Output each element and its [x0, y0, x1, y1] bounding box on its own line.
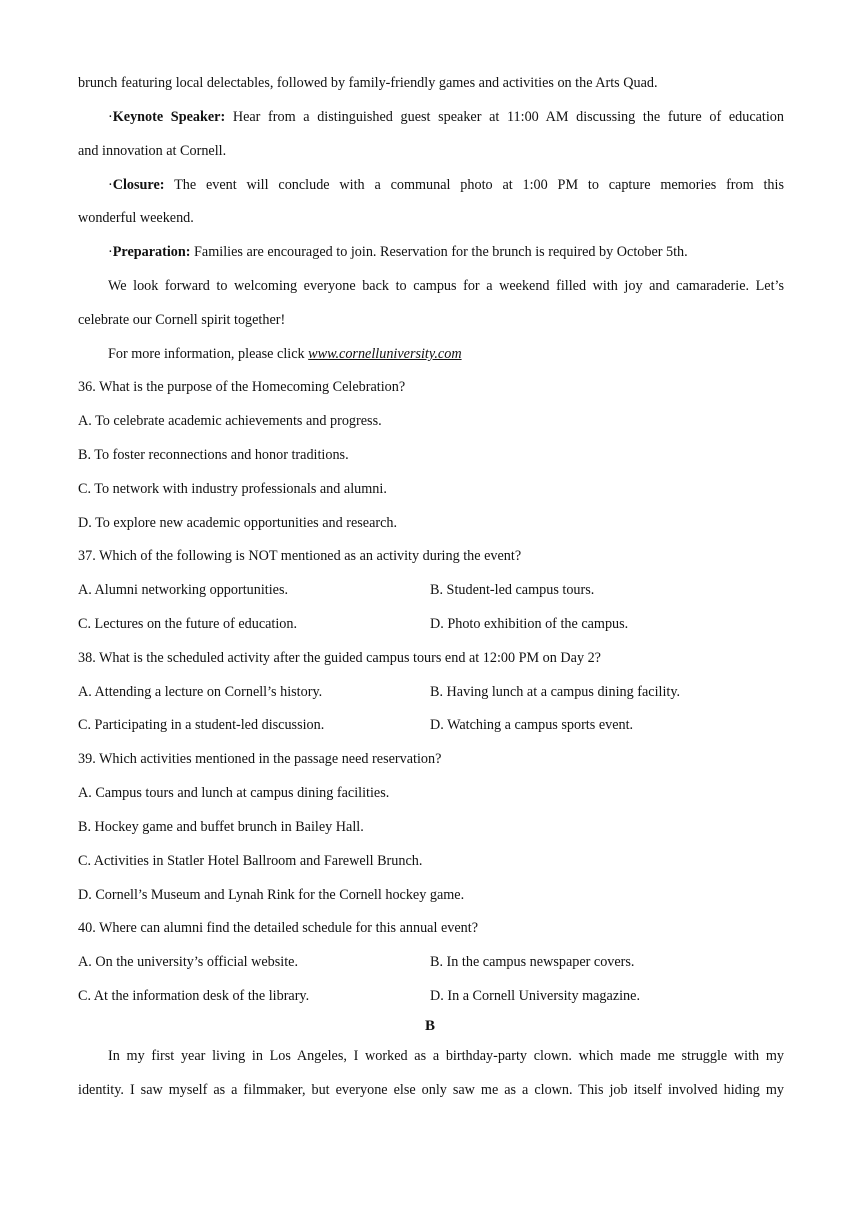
question-38-option-a: A. Attending a lecture on Cornell’s history.	[78, 684, 323, 700]
keynote-bullet: ·	[108, 109, 113, 125]
keynote-label: Keynote Speaker:	[112, 109, 226, 125]
closure-item	[108, 176, 784, 194]
question-37-option-a: A. Alumni networking opportunities.	[78, 582, 289, 598]
question-40-option-d: D. In a Cornell University magazine.	[430, 988, 640, 1004]
question-39-stem: 39. Which activities mentioned in the passage need reservation?	[78, 751, 442, 767]
question-38-option-d: D. Watching a campus sports event.	[430, 717, 634, 733]
preparation-bullet: ·	[108, 244, 113, 260]
closure-bullet: ·	[108, 177, 113, 193]
question-40-option-b: B. In the campus newspaper covers.	[430, 954, 635, 970]
closure-text: The event will conclude with a communal photo at 1:00 PM to capture memories from this	[164, 177, 784, 193]
question-36-option-d: D. To explore new academic opportunities and research.	[78, 515, 398, 531]
question-39-option-c: C. Activities in Statler Hotel Ballroom and Farewell Brunch.	[78, 853, 423, 869]
passage-b-line-2: identity. I saw myself as a filmmaker, but everyone else only saw me as a clown. This job itself involved hiding my	[78, 1082, 784, 1098]
preparation-label: Preparation:	[112, 244, 191, 260]
closure-label: Closure:	[112, 177, 165, 193]
more-info-text: For more information, please click	[108, 346, 309, 362]
question-37-stem: 37. Which of the following is NOT mentioned as an activity during the event?	[78, 548, 522, 564]
question-38-option-b: B. Having lunch at a campus dining facility.	[430, 684, 681, 700]
question-38-stem: 38. What is the scheduled activity after the guided campus tours end at 12:00 PM on Day 2?	[78, 650, 601, 666]
more-info-line	[108, 345, 784, 363]
preparation-item	[108, 243, 784, 261]
question-40-stem: 40. Where can alumni find the detailed schedule for this annual event?	[78, 920, 478, 936]
passage-a-brunch-line: brunch featuring local delectables, followed by family-friendly games and activities on the Arts Quad.	[78, 75, 658, 91]
keynote-speaker-item	[108, 108, 784, 126]
question-36-stem: 36. What is the purpose of the Homecoming Celebration?	[78, 379, 406, 395]
question-40-option-c: C. At the information desk of the library.	[78, 988, 310, 1004]
question-36-option-b: B. To foster reconnections and honor traditions.	[78, 447, 349, 463]
website-link[interactable]: www.cornelluniversity.com	[308, 346, 462, 362]
question-36-option-c: C. To network with industry professionals and alumni.	[78, 481, 387, 497]
question-38-option-c: C. Participating in a student-led discussion.	[78, 717, 325, 733]
question-39-option-a: A. Campus tours and lunch at campus dining facilities.	[78, 785, 390, 801]
closure-text-continued: wonderful weekend.	[78, 210, 194, 226]
question-37-option-c: C. Lectures on the future of education.	[78, 616, 298, 632]
question-39-option-d: D. Cornell’s Museum and Lynah Rink for the Cornell hockey game.	[78, 887, 465, 903]
passage-b-heading: B	[424, 1018, 435, 1034]
question-39-option-b: B. Hockey game and buffet brunch in Bailey Hall.	[78, 819, 364, 835]
question-36-option-a: A. To celebrate academic achievements and progress.	[78, 413, 382, 429]
keynote-text-continued: and innovation at Cornell.	[78, 143, 227, 159]
preparation-text: Families are encouraged to join. Reservation for the brunch is required by October 5th.	[190, 244, 688, 260]
closing-paragraph-continued: celebrate our Cornell spirit together!	[78, 312, 286, 328]
question-37-option-b: B. Student-led campus tours.	[430, 582, 595, 598]
question-40-option-a: A. On the university’s official website.	[78, 954, 298, 970]
question-37-option-d: D. Photo exhibition of the campus.	[430, 616, 629, 632]
closing-paragraph: We look forward to welcoming everyone back to campus for a weekend filled with joy and camaraderie. Let’s	[108, 278, 784, 294]
passage-b-line-1: In my first year living in Los Angeles, I worked as a birthday-party clown. which made me struggle with my	[108, 1048, 784, 1064]
keynote-text: Hear from a distinguished guest speaker at 11:00 AM discussing the future of education	[225, 109, 784, 125]
